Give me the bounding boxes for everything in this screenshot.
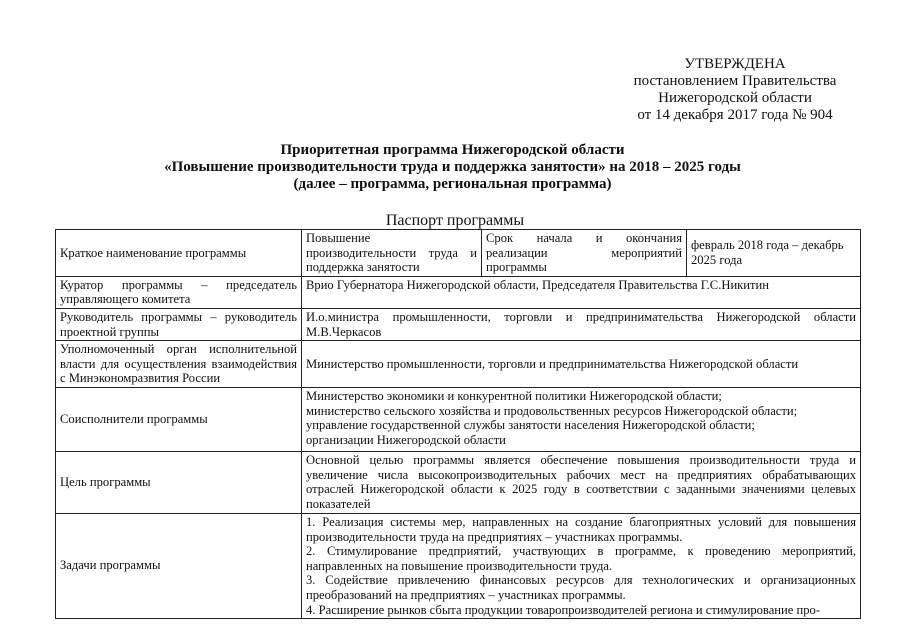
period-value: февраль 2018 года – декабрь 2025 года <box>687 230 861 277</box>
table-row <box>56 276 861 308</box>
authorized-label: Уполномоченный орган исполнительной власти для осуществления взаимодействия с Минэкономразвития России <box>56 341 302 388</box>
list-item: 2. Стимулирование предприятий, участвующих в программе, к проведению мероприятий, направленных на повышение производительности труда. <box>306 544 856 573</box>
passport-table <box>55 229 861 619</box>
approval-line-3: от 14 декабря 2017 года № 904 <box>637 107 833 123</box>
list-item: 1. Реализация системы мер, направленных на создание благоприятных условий для повышения производительности труда на предприятиях – участниках программы. <box>306 514 856 544</box>
coexecutors-label: Соисполнители программы <box>56 387 302 451</box>
list-item: управление государственной службы занятости населения Нижегородской области; <box>306 418 755 433</box>
list-item: Министерство экономики и конкурентной политики Нижегородской области; <box>306 388 722 403</box>
tasks-label: Задачи программы <box>56 513 302 618</box>
table-row <box>56 230 861 277</box>
list-item: министерство сельского хозяйства и продовольственных ресурсов Нижегородской области; <box>306 403 798 418</box>
list-item: организации Нижегородской области <box>306 432 506 447</box>
heading-line-2: «Повышение производительности труда и поддержка занятости» на 2018 – 2025 годы <box>164 159 741 175</box>
curator-label: Куратор программы – председатель управляющего комитета <box>56 276 302 308</box>
approval-line-2: Нижегородской области <box>658 90 812 106</box>
tasks-list <box>302 513 861 618</box>
table-row <box>56 387 861 451</box>
approval-title: УТВЕРЖДЕНА <box>684 56 786 72</box>
table-row <box>56 513 861 618</box>
heading-line-1: Приоритетная программа Нижегородской области <box>280 142 625 158</box>
coexecutors-list <box>302 387 861 451</box>
authorized-value: Министерство промышленности, торговли и предпринимательства Нижегородской области <box>302 341 861 388</box>
goal-label: Цель программы <box>56 451 302 513</box>
head-value: И.о.министра промышленности, торговли и предпринимательства Нижегородской области М.В.Черкасов <box>302 308 861 340</box>
period-label: Срок начала и окончания реализации мероприятий программы <box>482 230 687 277</box>
heading-line-3: (далее – программа, региональная программа) <box>293 176 612 192</box>
table-row <box>56 451 861 513</box>
table-row <box>56 341 861 388</box>
goal-value: Основной целью программы является обеспечение повышения производительности труда и увеличение числа высокопроизводительных рабочих мест на предприятиях обрабатывающих отраслей Нижегородской области к 2025 году в соответствии с заданными значениями целевых показателей <box>302 451 861 513</box>
short-name-label: Краткое наименование программы <box>56 230 302 277</box>
list-item: 3. Содействие привлечению финансовых ресурсов для технологических и организационных преобразований на предприятиях – участниках программы. <box>306 573 856 602</box>
approval-line-1: постановлением Правительства <box>633 73 837 89</box>
curator-value: Врио Губернатора Нижегородской области, Председателя Правительства Г.С.Никитин <box>302 276 861 308</box>
head-label: Руководитель программы – руководитель проектной группы <box>56 308 302 340</box>
approval-block <box>600 56 870 124</box>
table-row <box>56 308 861 340</box>
passport-title: Паспорт программы <box>385 212 525 229</box>
document-heading <box>95 142 810 193</box>
list-item: 4. Расширение рынков сбыта продукции товаропроизводителей региона и стимулирование про- <box>306 602 821 617</box>
short-name-value: Повышение производительности труда и поддержка занятости <box>302 230 482 277</box>
